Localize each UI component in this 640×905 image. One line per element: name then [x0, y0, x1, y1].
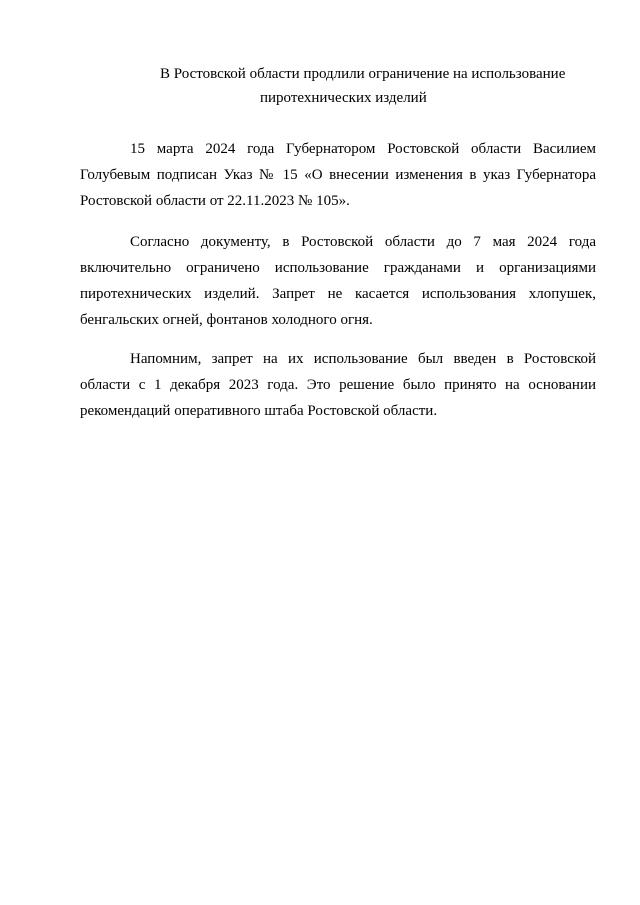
paragraph-decree: 15 марта 2024 года Губернатором Ростовской области Василием Голубевым подписан Указ № 15 «О внесении изменения в указ Губернатора Ростовской области от 22.11.2023 № 105». [80, 141, 596, 209]
paragraph-restriction: Согласно документу, в Ростовской области до 7 мая 2024 года включительно ограничено использование гражданами и организациями пиротехнических изделий. Запрет не касается использования хлопушек, бенгальских огней, фонтанов холодного огня. [80, 234, 596, 328]
paragraph-background: Напомним, запрет на их использование был введен в Ростовской области с 1 декабря 2023 года. Это решение было принято на основании рекомендаций оперативного штаба Ростовской области. [80, 351, 596, 419]
title-line-1: В Ростовской области продлили ограничение на использование [160, 66, 566, 82]
document-title [160, 62, 580, 110]
title-line-2: пиротехнических изделий [260, 90, 427, 106]
